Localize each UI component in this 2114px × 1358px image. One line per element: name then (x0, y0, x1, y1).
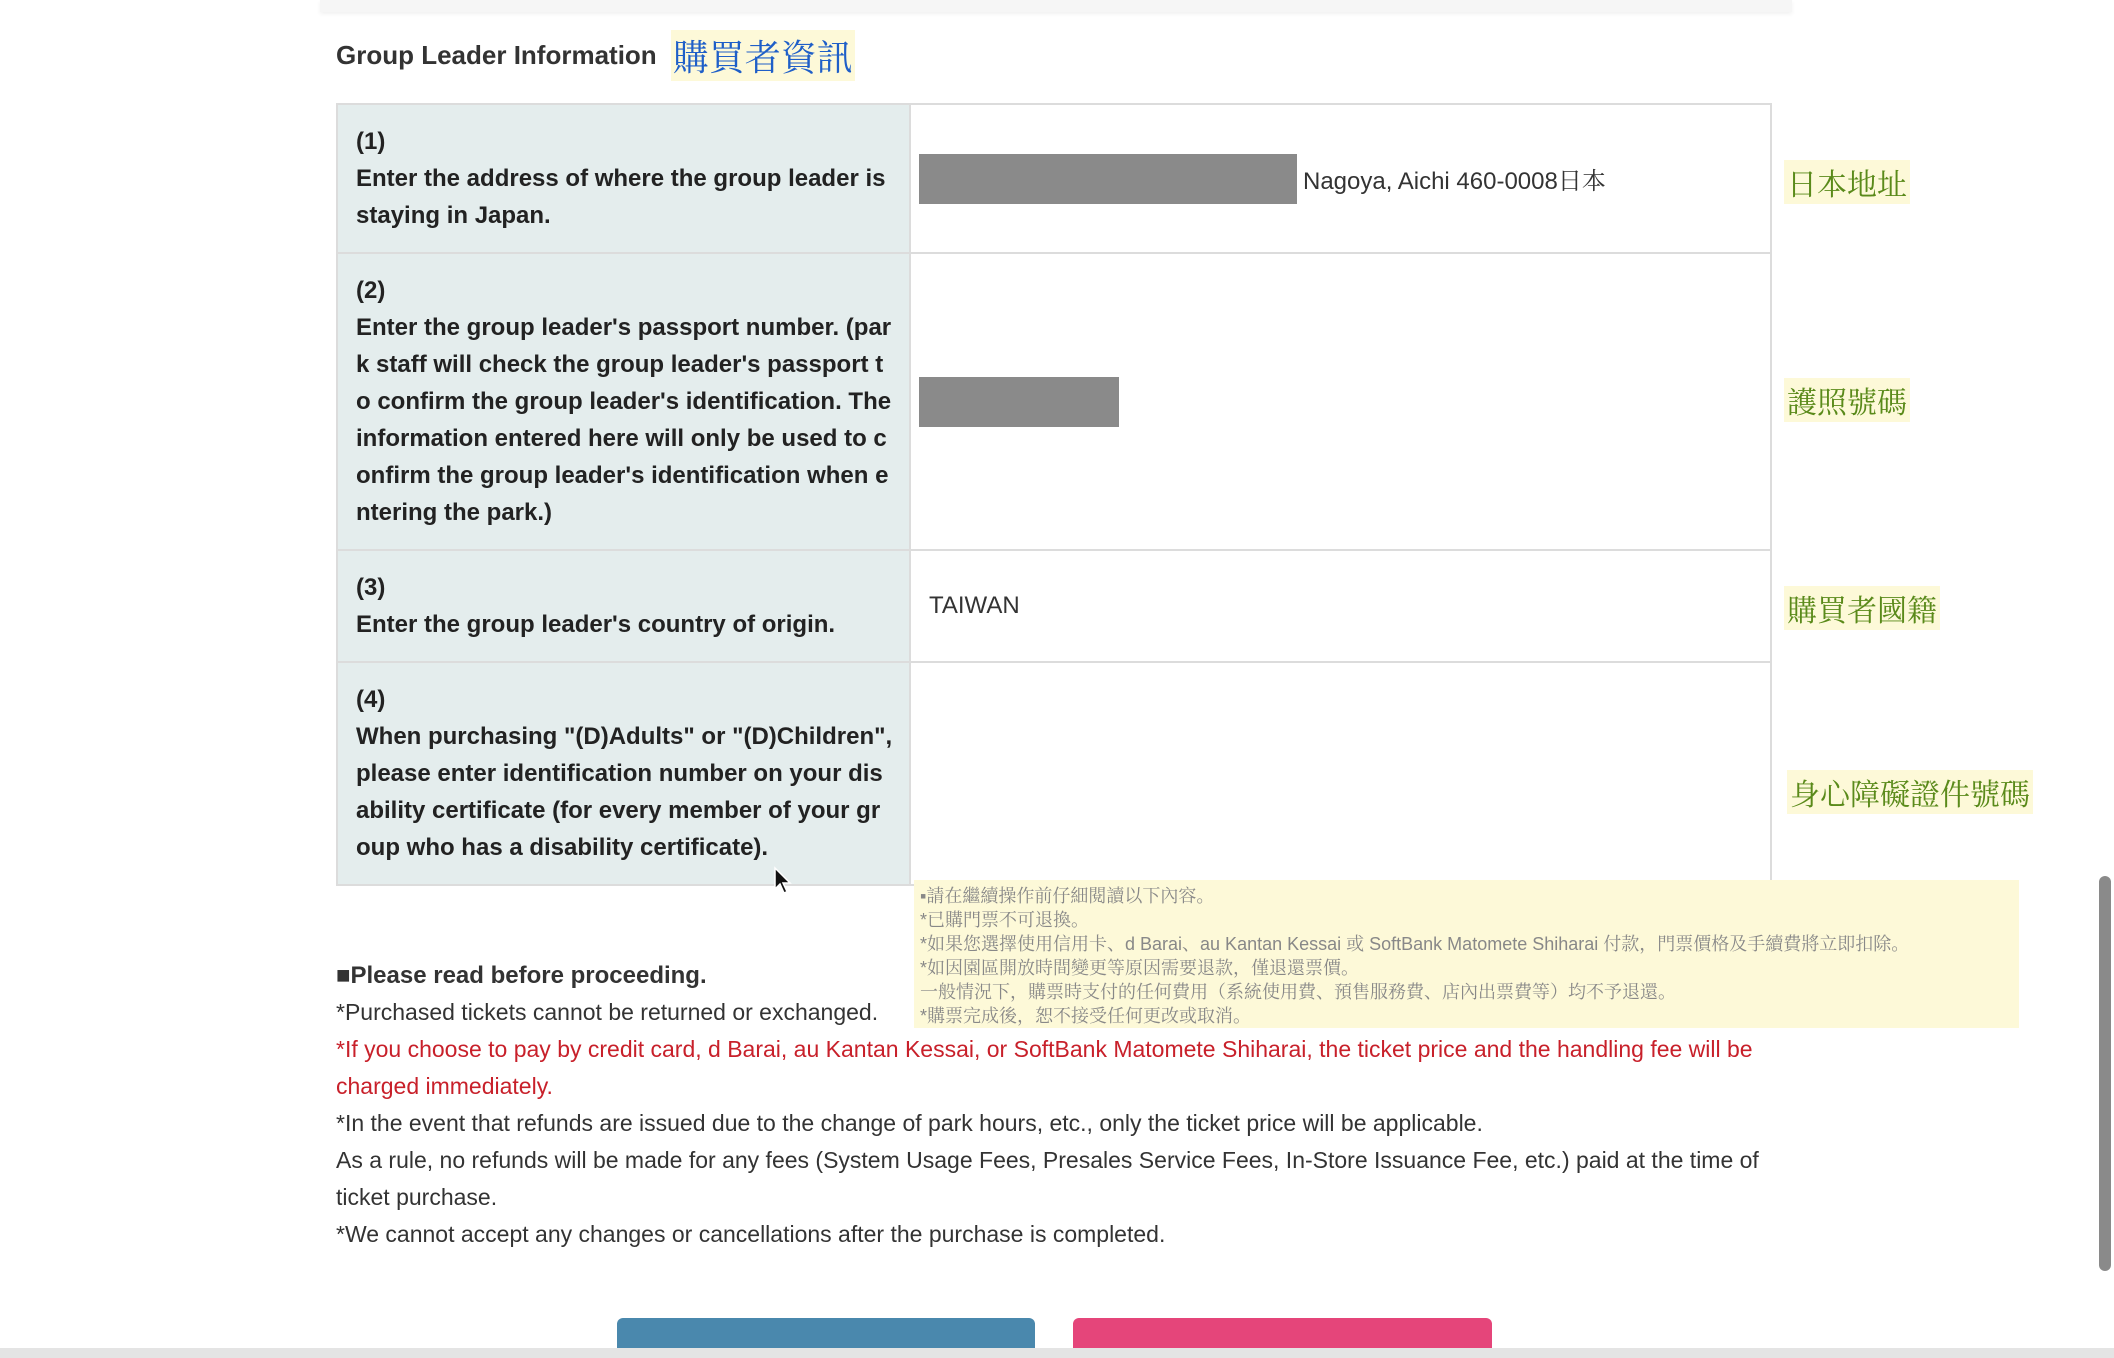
country-text: TAIWAN (929, 592, 1020, 619)
scrollbar-thumb[interactable] (2099, 876, 2111, 1271)
section-header (336, 30, 855, 81)
note-line: 一般情況下，購票時支付的任何費用（系統使用費、預售服務費、店內出票費等）均不予退還。 (920, 982, 1676, 1002)
notice-line: As a rule, no refunds will be made for any fees (System Usage Fees, Presales Service Fees, In-Store Issuance Fee, etc.) paid at the time of ticket purchase. (336, 1147, 1759, 1210)
country-label (337, 550, 910, 662)
previous-section-edge (320, 0, 1792, 12)
row-label-text: Enter the address of where the group leader is staying in Japan. (356, 165, 886, 229)
passport-value (910, 253, 1771, 550)
row-label-text: Enter the group leader's country of origin. (356, 611, 836, 638)
row-number: (2) (356, 277, 386, 304)
country-value (910, 550, 1771, 662)
section-annotation: 購買者資訊 (671, 30, 855, 81)
country-annotation: 購買者國籍 (1784, 586, 1940, 630)
note-line: ▪請在繼續操作前仔細閱讀以下內容。 (920, 886, 1215, 906)
note-line: *如因園區開放時間變更等原因需要退款，僅退還票價。 (920, 958, 1360, 978)
disability-value (910, 662, 1771, 885)
note-line: *購票完成後，恕不接受任何更改或取消。 (920, 1006, 1252, 1026)
form-row-address (337, 104, 1771, 253)
address-text: Nagoya, Aichi 460-0008日本 (1303, 168, 1606, 195)
disability-annotation: 身心障礙證件號碼 (1787, 770, 2033, 814)
note-line: *如果您選擇使用信用卡、d Barai、au Kantan Kessai 或 SoftBank Matomete Shiharai 付款，門票價格及手續費將立即扣除。 (920, 934, 1910, 954)
group-leader-form (336, 103, 1772, 886)
notice-line: *Purchased tickets cannot be returned or exchanged. (336, 999, 879, 1025)
address-annotation: 日本地址 (1784, 160, 1910, 204)
redacted-block (919, 377, 1119, 427)
window-bottom-edge (0, 1348, 2114, 1358)
mouse-pointer-icon (773, 866, 793, 896)
row-label-text: When purchasing "(D)Adults" or "(D)Children", please enter identification number on your disability certificate (for every member of your group who has a disability certificate). (356, 723, 893, 861)
form-row-passport (337, 253, 1771, 550)
notice-warning: *If you choose to pay by credit card, d Barai, au Kantan Kessai, or SoftBank Matomete Shiharai, the ticket price and the handling fee will be charged immediately. (336, 1036, 1753, 1099)
row-number: (3) (356, 574, 386, 601)
redacted-block (919, 154, 1297, 204)
passport-annotation: 護照號碼 (1784, 378, 1910, 422)
row-number: (4) (356, 686, 386, 713)
row-label-text: Enter the group leader's passport number. (park staff will check the group leader's passport to confirm the group leader's identification. The information entered here will only be used to confirm the group leader's identification when entering the park.) (356, 314, 892, 526)
form-row-country (337, 550, 1771, 662)
passport-label (337, 253, 910, 550)
address-value (910, 104, 1771, 253)
notice-heading: ■Please read before proceeding. (336, 962, 707, 989)
row-number: (1) (356, 128, 386, 155)
disability-label (337, 662, 910, 885)
notice-section (336, 957, 1776, 1253)
section-title: Group Leader Information (336, 40, 657, 70)
address-label (337, 104, 910, 253)
form-row-disability (337, 662, 1771, 885)
notice-line: *In the event that refunds are issued due to the change of park hours, etc., only the ticket price will be applicable. (336, 1110, 1483, 1136)
note-line: *已購門票不可退換。 (920, 910, 1090, 930)
notice-line: *We cannot accept any changes or cancellations after the purchase is completed. (336, 1221, 1166, 1247)
